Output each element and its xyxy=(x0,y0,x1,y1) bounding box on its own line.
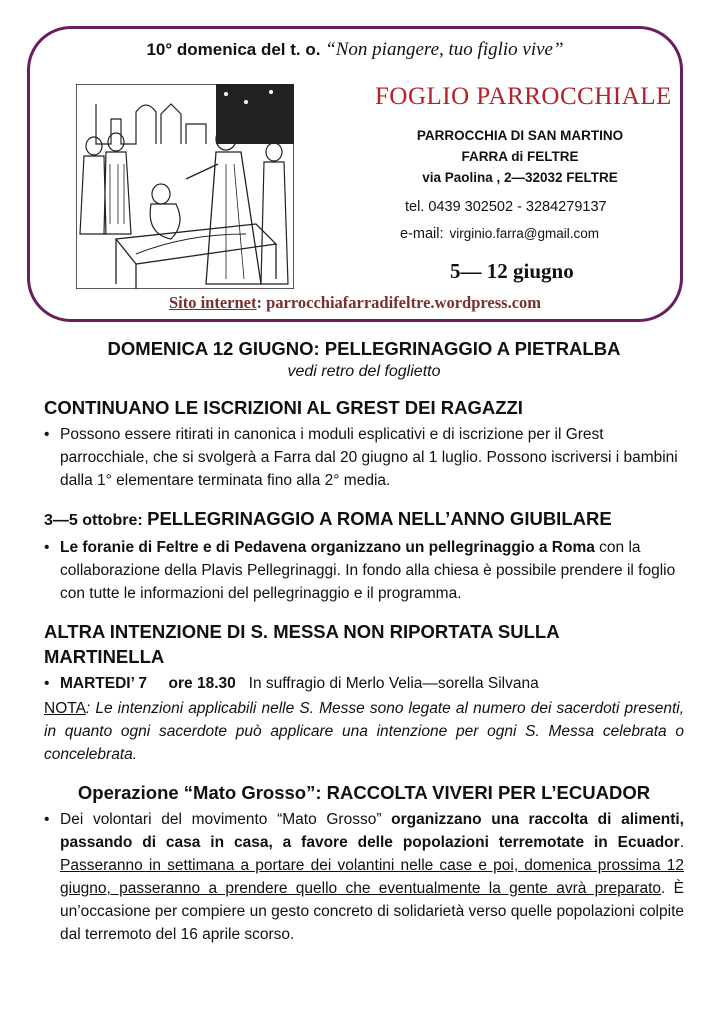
email-label: e-mail: xyxy=(400,226,444,242)
pilgrimage-pietralba-subtitle: vedi retro del foglietto xyxy=(287,363,441,380)
pilgrimage-pietralba-title: DOMENICA 12 GIUGNO: PELLEGRINAGGIO A PIETRALBA xyxy=(107,338,621,359)
phone-numbers: tel. 0439 302502 - 3284279137 xyxy=(405,199,607,215)
gospel-illustration xyxy=(76,84,294,289)
section-grest xyxy=(44,395,684,492)
mato-text-underlined: Passeranno in settimana a portare dei volantini nelle case e poi, domenica prossima 12 giugno, passeranno a prendere quello che eventualmente la gente avrà preparato xyxy=(60,857,684,897)
bulletin-dates: 5— 12 giugno xyxy=(450,259,574,283)
rome-text-rest: con la collaborazione della Plavis Pellegrinaggi. In fondo alla chiesa è possibile prendere il foglio con tutte le informazioni del pellegrinaggio e il programma. xyxy=(60,539,676,602)
section-rome-pilgrimage xyxy=(44,506,684,605)
mass-intention-row xyxy=(44,672,684,695)
parish-name: PARROCCHIA DI SAN MARTINO xyxy=(416,128,624,143)
note-label: NOTA xyxy=(44,700,86,717)
mass-intent: In suffragio di Merlo Velia—sorella Silvana xyxy=(248,675,539,692)
rome-date: 3—5 ottobre: xyxy=(44,512,148,529)
mato-text-2: . xyxy=(679,834,684,851)
mass-time: ore 18.30 xyxy=(168,675,236,692)
grest-title: CONTINUANO LE ISCRIZIONI AL GREST DEI RAGAZZI xyxy=(44,397,523,418)
section-mass-intention xyxy=(44,619,684,766)
parish-info xyxy=(370,125,670,188)
website-url[interactable]: : parrocchiafarradifeltre.wordpress.com xyxy=(256,293,542,312)
gospel-quote: “Non piangere, tuo figlio vive” xyxy=(325,39,564,60)
header-sunday-line xyxy=(30,39,680,61)
email-line xyxy=(400,226,599,242)
mato-text-bold: organizzano una raccolta di alimenti, passando di casa in casa, a favore delle popolazioni terremotate in Ecuador xyxy=(60,811,684,851)
rome-text xyxy=(44,536,684,605)
sunday-label: 10° domenica del t. o. xyxy=(146,40,321,59)
website-label: Sito internet xyxy=(168,293,257,312)
section-mato-grosso xyxy=(44,780,684,946)
parish-address: via Paolina , 2—32032 FELTRE xyxy=(422,170,618,185)
mato-grosso-text xyxy=(44,808,684,946)
mass-note xyxy=(44,697,684,766)
header-box xyxy=(27,26,683,322)
mato-text-1: Dei volontari del movimento “Mato Grosso” xyxy=(60,811,392,828)
rome-title xyxy=(44,506,684,533)
rome-text-bold: Le foranie di Feltre e di Pedavena organizzano un pellegrinaggio a Roma xyxy=(60,539,595,556)
bulletin-content xyxy=(44,338,684,946)
grest-text: • Possono essere ritirati in canonica i moduli esplicativi e di iscrizione per il Grest parrocchiale, che si svolgerà a Farra dal 20 giugno al 1 luglio. Possono iscriversi i bambini dalla 1° elementare terminata fino alla 2° media. xyxy=(44,423,684,492)
rome-title-text: PELLEGRINAGGIO A ROMA NELL’ANNO GIUBILARE xyxy=(147,508,612,529)
email-address[interactable]: virginio.farra@gmail.com xyxy=(449,226,600,241)
mass-intention-title: ALTRA INTENZIONE DI S. MESSA NON RIPORTATA SULLA MARTINELLA xyxy=(44,621,559,667)
mato-text-3: . È un’occasione per compiere un gesto concreto di solidarietà verso quelle popolazioni colpite dal terremoto del 16 aprile scorso. xyxy=(60,880,685,943)
parish-town: FARRA di FELTRE xyxy=(461,149,579,164)
mato-grosso-title: Operazione “Mato Grosso”: RACCOLTA VIVERI PER L’ECUADOR xyxy=(77,782,651,803)
mass-day: MARTEDI’ 7 xyxy=(60,675,147,692)
note-text: : Le intenzioni applicabili nelle S. Messe sono legate al numero dei sacerdoti presenti, in quanto ogni sacerdote può applicare una intenzione per ogni S. Messa celebrata o concelebrata. xyxy=(44,700,684,763)
website-line xyxy=(30,293,680,313)
bulletin-title: FOGLIO PARROCCHIALE xyxy=(375,83,672,110)
